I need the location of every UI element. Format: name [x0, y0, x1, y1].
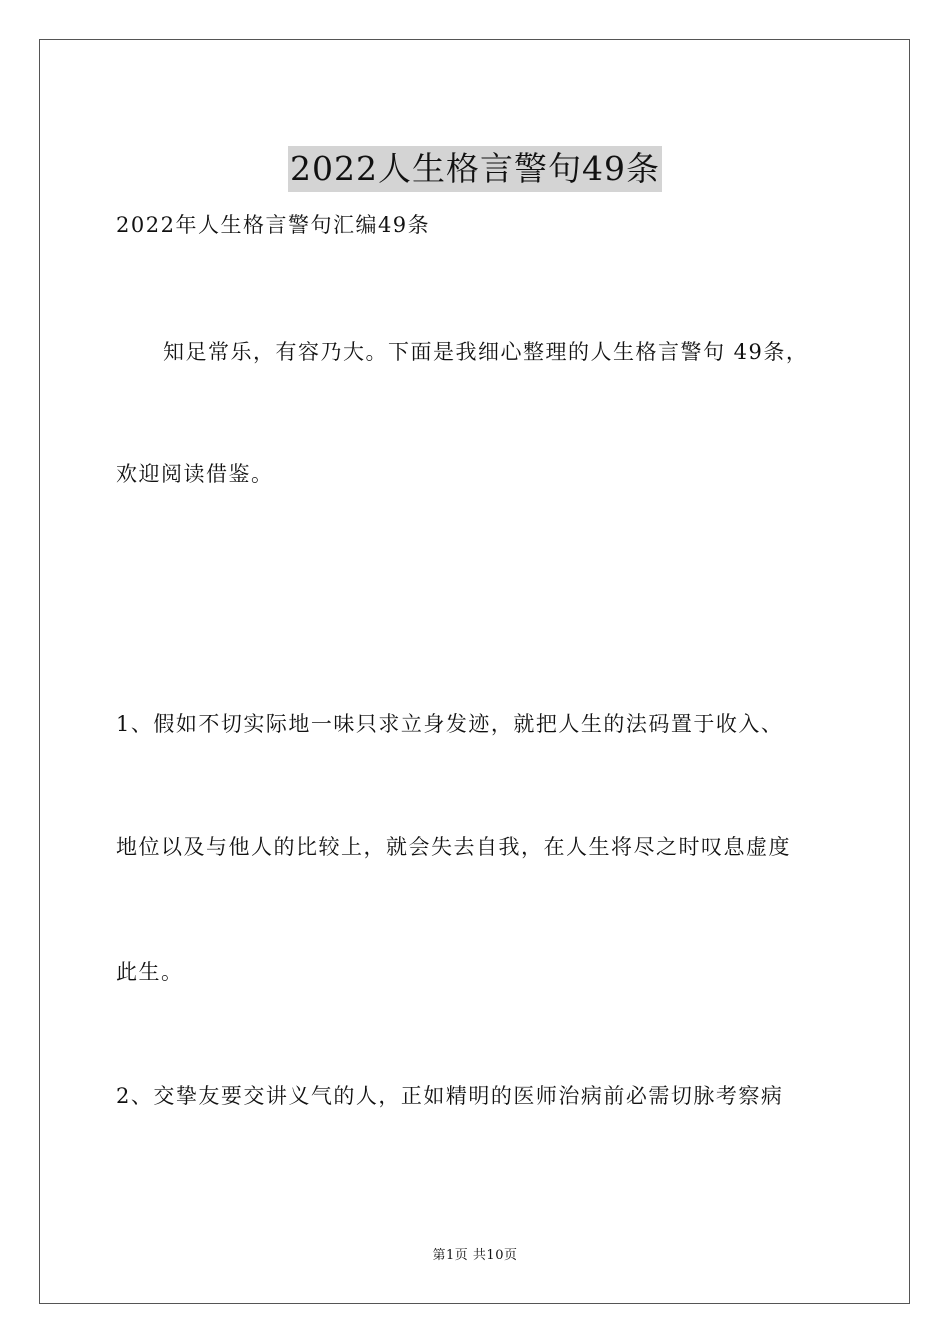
- intro-line-1: 知足常乐，有容乃大。下面是我细心整理的人生格言警句 49条，: [163, 340, 809, 364]
- document-subtitle: 2022年人生格言警句汇编49条: [116, 213, 431, 237]
- title-container: [0, 124, 950, 214]
- item-1-line-3: 此生。: [116, 960, 184, 984]
- item-2-line-1: 2、交挚友要交讲义气的人，正如精明的医师治病前必需切脉考察病: [116, 1084, 784, 1108]
- item-1-line-2: 地位以及与他人的比较上，就会失去自我，在人生将尽之时叹息虚度: [116, 835, 791, 859]
- page-footer: 第1页 共10页: [432, 1248, 518, 1263]
- document-title: 2022人生格言警句49条: [288, 146, 662, 192]
- item-1-line-1: 1、假如不切实际地一味只求立身发迹，就把人生的法码置于收入、: [116, 712, 784, 736]
- intro-line-2: 欢迎阅读借鉴。: [116, 462, 274, 486]
